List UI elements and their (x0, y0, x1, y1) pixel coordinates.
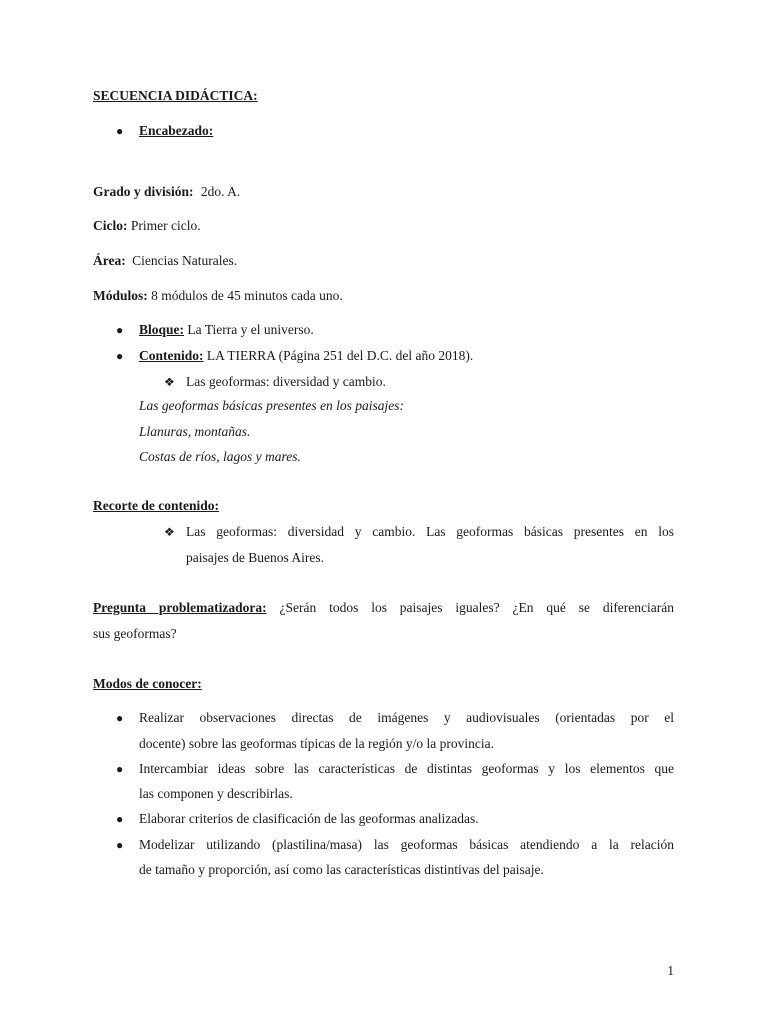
contenido-label: Contenido: (139, 348, 204, 363)
modos-item-2-line-1: Intercambiar ideas sobre las características de distintas geoformas y los elementos que (139, 761, 674, 776)
bloque-line (139, 321, 314, 339)
modos-item-1-line-1: Realizar observaciones directas de imágenes y audiovisuales (orientadas por el (139, 710, 674, 725)
pregunta-text: ¿Serán todos los paisajes iguales? ¿En qué se diferenciarán (279, 600, 675, 615)
bloque-value: La Tierra y el universo. (187, 322, 314, 337)
recorte-line-2: paisajes de Buenos Aires. (186, 550, 324, 565)
bullet-icon: ● (116, 812, 124, 826)
bullet-icon: ● (116, 124, 124, 138)
grado-line (93, 183, 240, 201)
grado-value: 2do. A. (200, 184, 241, 199)
modulos-label: Módulos: (93, 288, 148, 303)
bullet-icon: ● (116, 762, 124, 776)
diamond-bullet-icon: ❖ (164, 525, 175, 539)
bullet-icon: ● (116, 349, 124, 363)
pregunta-line-1 (93, 599, 674, 617)
modos-item-1-line-2: docente) sobre las geoformas típicas de la región y/o la provincia. (139, 736, 495, 751)
modos-item-4-line-2: de tamaño y proporción, así como las características distintivas del paisaje. (139, 862, 544, 877)
pregunta-line-2: sus geoformas? (93, 626, 177, 641)
grado-label: Grado y división: (93, 184, 194, 199)
italic-line: Costas de ríos, lagos y mares. (139, 449, 301, 464)
contenido-subitem: Las geoformas: diversidad y cambio. (186, 374, 386, 389)
recorte-heading: Recorte de contenido: (93, 498, 219, 513)
recorte-line-1: Las geoformas: diversidad y cambio. Las geoformas básicas presentes en los (186, 524, 674, 539)
area-value: Ciencias Naturales. (132, 253, 238, 268)
bullet-icon: ● (116, 838, 124, 852)
pregunta-label: Pregunta problematizadora: (93, 600, 267, 615)
italic-line: Las geoformas básicas presentes en los paisajes: (139, 398, 404, 413)
encabezado-heading: Encabezado: (139, 123, 214, 138)
document-title: SECUENCIA DIDÁCTICA: (93, 88, 258, 103)
contenido-line (139, 347, 473, 365)
modos-heading: Modos de conocer: (93, 676, 202, 691)
ciclo-value: Primer ciclo. (130, 218, 201, 233)
modulos-value: 8 módulos de 45 minutos cada uno. (151, 288, 343, 303)
contenido-value: LA TIERRA (Página 251 del D.C. del año 2018). (206, 348, 474, 363)
area-line (93, 252, 237, 270)
italic-line: Llanuras, montañas. (139, 424, 251, 439)
bloque-label: Bloque: (139, 322, 185, 337)
ciclo-label: Ciclo: (93, 218, 128, 233)
bullet-icon: ● (116, 323, 124, 337)
modos-item-3-line-1: Elaborar criterios de clasificación de las geoformas analizadas. (139, 811, 479, 826)
page-number: 1 (667, 963, 674, 978)
area-label: Área: (93, 253, 126, 268)
bullet-icon: ● (116, 711, 124, 725)
modos-item-4-line-1: Modelizar utilizando (plastilina/masa) las geoformas básicas atendiendo a la relación (139, 837, 674, 852)
modos-item-2-line-2: las componen y describirlas. (139, 786, 293, 801)
diamond-bullet-icon: ❖ (164, 375, 175, 389)
modulos-line (93, 287, 343, 305)
ciclo-line (93, 217, 201, 235)
